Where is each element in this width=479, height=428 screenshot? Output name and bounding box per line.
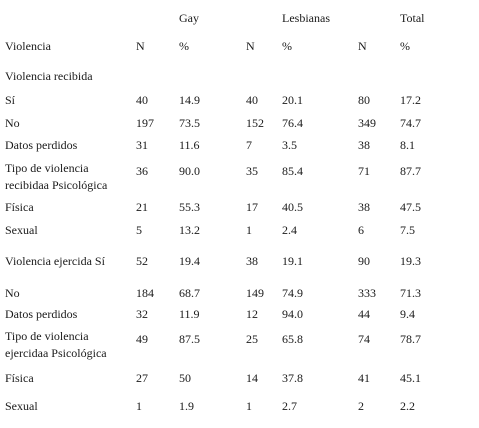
header-lesbianas-n: N [246,39,255,53]
cell-gay-pct: 68.7 [179,286,200,300]
cell-total-pct: 47.5 [400,200,421,214]
row-label: Física [5,371,34,385]
cell-gay-pct: 13.2 [179,223,200,237]
cell-total-n: 80 [358,93,370,107]
cell-gay-n: 27 [136,371,148,385]
header-total-pct: % [400,39,410,53]
cell-lesbianas-pct: 94.0 [282,307,303,321]
table-row [0,222,479,246]
cell-gay-pct: 19.4 [179,254,200,268]
table-row [0,92,479,116]
cell-total-n: 38 [358,200,370,214]
row-label: Violencia ejercida Sí [5,254,105,268]
cell-lesbianas-pct: 76.4 [282,116,303,130]
table-row [0,253,479,277]
group-gay: Gay [179,11,199,25]
header-gay-n: N [136,39,145,53]
table-row [0,115,479,139]
cell-gay-pct: 1.9 [179,399,194,413]
header-lesbianas-pct: % [282,39,292,53]
cell-total-pct: 8.1 [400,138,415,152]
cell-lesbianas-n: 25 [246,332,258,346]
cell-gay-n: 21 [136,200,148,214]
cell-total-n: 349 [358,116,376,130]
group-lesbianas: Lesbianas [282,11,330,25]
header-gay-pct: % [179,39,189,53]
cell-gay-n: 31 [136,138,148,152]
cell-total-pct: 45.1 [400,371,421,385]
cell-gay-pct: 50 [179,371,191,385]
cell-total-n: 6 [358,223,364,237]
cell-lesbianas-pct: 74.9 [282,286,303,300]
cell-lesbianas-pct: 37.8 [282,371,303,385]
cell-gay-n: 184 [136,286,154,300]
cell-gay-n: 36 [136,164,148,178]
row-label: Violencia recibida [5,69,93,83]
cell-lesbianas-pct: 20.1 [282,93,303,107]
cell-lesbianas-pct: 85.4 [282,164,303,178]
cell-gay-n: 197 [136,116,154,130]
cell-gay-pct: 11.9 [179,307,200,321]
cell-gay-n: 49 [136,332,148,346]
row-label: Datos perdidos [5,307,78,321]
cell-lesbianas-n: 14 [246,371,258,385]
header-total-n: N [358,39,367,53]
header-violencia: Violencia [5,39,51,53]
cell-total-pct: 2.2 [400,399,415,413]
cell-gay-n: 5 [136,223,142,237]
cell-gay-n: 32 [136,307,148,321]
cell-total-n: 333 [358,286,376,300]
cell-lesbianas-pct: 2.7 [282,399,297,413]
column-header-row [0,38,479,62]
cell-total-pct: 19.3 [400,254,421,268]
group-header-row [0,10,479,34]
cell-total-n: 90 [358,254,370,268]
cell-lesbianas-n: 1 [246,399,252,413]
row-label: No [5,286,20,300]
cell-total-n: 38 [358,138,370,152]
row-label: Sexual [5,399,38,413]
cell-lesbianas-n: 149 [246,286,264,300]
cell-lesbianas-n: 152 [246,116,264,130]
cell-gay-pct: 87.5 [179,332,200,346]
cell-lesbianas-n: 17 [246,200,258,214]
cell-gay-n: 1 [136,399,142,413]
cell-gay-pct: 11.6 [179,138,200,152]
cell-total-pct: 7.5 [400,223,415,237]
cell-lesbianas-n: 1 [246,223,252,237]
cell-total-pct: 9.4 [400,307,415,321]
cell-lesbianas-n: 12 [246,307,258,321]
table-row [0,160,479,192]
table-row [0,68,479,92]
cell-lesbianas-pct: 65.8 [282,332,303,346]
row-label: Sí [5,93,16,107]
cell-total-pct: 78.7 [400,332,421,346]
cell-gay-pct: 14.9 [179,93,200,107]
cell-gay-pct: 73.5 [179,116,200,130]
row-label: Sexual [5,223,38,237]
cell-total-pct: 74.7 [400,116,421,130]
cell-lesbianas-pct: 19.1 [282,254,303,268]
cell-lesbianas-pct: 3.5 [282,138,297,152]
cell-lesbianas-n: 38 [246,254,258,268]
cell-total-n: 74 [358,332,370,346]
cell-total-pct: 87.7 [400,164,421,178]
table-row [0,306,479,330]
cell-lesbianas-n: 7 [246,138,252,152]
cell-lesbianas-pct: 2.4 [282,223,297,237]
row-label: Tipo de violencia recibidaa Psicológica [5,161,108,192]
row-label: Tipo de violencia ejercidaa Psicológica [5,329,107,360]
row-label: Física [5,200,34,214]
cell-gay-pct: 55.3 [179,200,200,214]
cell-gay-pct: 90.0 [179,164,200,178]
row-label: No [5,116,20,130]
table-row [0,137,479,161]
table-row [0,398,479,422]
cell-gay-n: 52 [136,254,148,268]
cell-lesbianas-pct: 40.5 [282,200,303,214]
cell-gay-n: 40 [136,93,148,107]
table-row [0,370,479,394]
cell-total-n: 41 [358,371,370,385]
cell-total-pct: 71.3 [400,286,421,300]
cell-total-n: 2 [358,399,364,413]
cell-lesbianas-n: 35 [246,164,258,178]
cell-total-n: 71 [358,164,370,178]
cell-total-n: 44 [358,307,370,321]
table-row [0,199,479,223]
group-total: Total [400,11,425,25]
cell-total-pct: 17.2 [400,93,421,107]
row-label: Datos perdidos [5,138,78,152]
table-row [0,328,479,360]
cell-lesbianas-n: 40 [246,93,258,107]
